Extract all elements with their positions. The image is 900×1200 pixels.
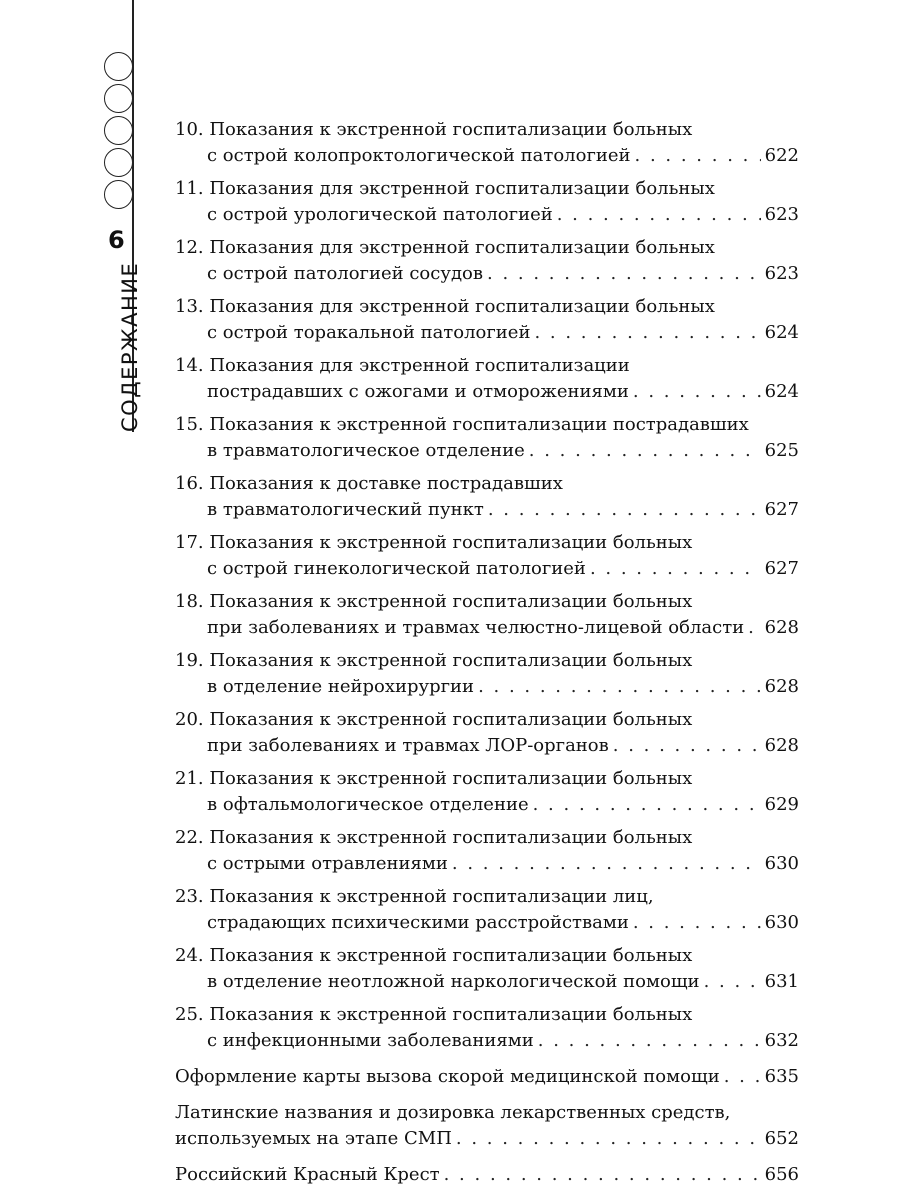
toc-page-number: 628: [764, 676, 799, 697]
toc-entry[interactable]: [175, 530, 799, 582]
toc-entry-line: [175, 1162, 799, 1188]
toc-entry[interactable]: [175, 1002, 799, 1054]
circle-icon: [104, 180, 133, 209]
toc-entry-title: 25. Показания к экстренной госпитализации больных: [175, 1004, 693, 1025]
toc-entry-text: в травматологический пункт: [207, 499, 484, 520]
toc-section-entry[interactable]: [175, 1064, 799, 1090]
toc-entry-line: [175, 379, 799, 405]
toc-entry-line: [175, 556, 799, 582]
toc-entry-line: [175, 497, 799, 523]
toc-page-number: 632: [764, 1030, 799, 1051]
toc-entry-line: [175, 320, 799, 346]
toc-entry-title: 18. Показания к экстренной госпитализации больных: [175, 591, 693, 612]
toc-section-entry[interactable]: [175, 1100, 799, 1152]
toc-entry-text: с острыми отравлениями: [207, 853, 448, 874]
toc-entry-line: [175, 202, 799, 228]
page-number: 6: [108, 226, 125, 254]
toc-entry-text: с острой гинекологической патологией: [207, 558, 586, 579]
toc-entry-line: [175, 792, 799, 818]
toc-entry-title: Латинские названия и дозировка лекарственных средств,: [175, 1102, 731, 1123]
circle-icon: [104, 148, 133, 177]
dot-leader: [748, 615, 760, 641]
dot-leader: [557, 202, 761, 228]
toc-entry-text: Оформление карты вызова скорой медицинской помощи: [175, 1066, 720, 1087]
toc-entry-title: 12. Показания для экстренной госпитализации больных: [175, 237, 715, 258]
toc-entry[interactable]: [175, 589, 799, 641]
toc-entry[interactable]: [175, 412, 799, 464]
toc-entry-title: 22. Показания к экстренной госпитализации больных: [175, 827, 693, 848]
toc-entry-line: [175, 910, 799, 936]
toc-entry-text: с острой патологией сосудов: [207, 263, 483, 284]
toc-entry[interactable]: [175, 471, 799, 523]
circle-icon: [104, 84, 133, 113]
toc-entry-text: с острой урологической патологией: [207, 204, 553, 225]
toc-entry-text: в отделение нейрохирургии: [207, 676, 475, 697]
toc-entry-line: [175, 1064, 799, 1090]
toc-page-number: 652: [764, 1128, 799, 1149]
toc-entry-line: [175, 674, 799, 700]
toc-page-number: 630: [764, 912, 799, 933]
toc-entry[interactable]: [175, 353, 799, 405]
toc-entry[interactable]: [175, 766, 799, 818]
toc-entry-line: [175, 615, 799, 641]
circle-icon: [104, 116, 133, 145]
dot-leader: [724, 1064, 761, 1090]
toc-entry-text: в отделение неотложной наркологической помощи: [207, 971, 700, 992]
toc-entry-title: 17. Показания к экстренной госпитализации больных: [175, 532, 693, 553]
toc-entry[interactable]: [175, 825, 799, 877]
page-sidebar: [0, 0, 160, 1200]
toc-page-number: 622: [764, 145, 799, 166]
dot-leader: [452, 851, 761, 877]
dot-leader: [635, 143, 761, 169]
toc-entry-text: с острой колопроктологической патологией: [207, 145, 631, 166]
toc-entry-title: 16. Показания к доставке пострадавших: [175, 473, 563, 494]
toc-entry[interactable]: [175, 235, 799, 287]
toc-page-number: 630: [764, 853, 799, 874]
toc-entry-title: 11. Показания для экстренной госпитализации больных: [175, 178, 715, 199]
toc-entry-text: Российский Красный Крест: [175, 1164, 440, 1185]
toc-entry[interactable]: [175, 648, 799, 700]
dot-leader: [704, 969, 761, 995]
toc-page-number: 623: [764, 204, 799, 225]
toc-entry-title: 19. Показания к экстренной госпитализации больных: [175, 650, 693, 671]
toc-entry-text: при заболеваниях и травмах челюстно-лицевой области: [207, 617, 745, 638]
toc-entry-title: 13. Показания для экстренной госпитализации больных: [175, 296, 715, 317]
toc-page-number: 631: [764, 971, 799, 992]
dot-leader: [529, 438, 761, 464]
toc-entry-line: [175, 733, 799, 759]
toc-entry-line: [175, 261, 799, 287]
toc-entry-text: с острой торакальной патологией: [207, 322, 531, 343]
toc-entry-text: страдающих психическими расстройствами: [207, 912, 629, 933]
toc-entry-text: при заболеваниях и травмах ЛОР-органов: [207, 735, 609, 756]
toc-entry-line: [175, 1126, 799, 1152]
dot-leader: [478, 674, 761, 700]
toc-entry-line: [175, 143, 799, 169]
toc-entry-title: 20. Показания к экстренной госпитализации больных: [175, 709, 693, 730]
dot-leader: [538, 1028, 761, 1054]
table-of-contents: [175, 117, 799, 1195]
toc-entry-title: 21. Показания к экстренной госпитализации больных: [175, 768, 693, 789]
toc-entry-text: пострадавших с ожогами и отморожениями: [207, 381, 629, 402]
dot-leader: [590, 556, 761, 582]
toc-entry-text: с инфекционными заболеваниями: [207, 1030, 534, 1051]
toc-entry-title: 14. Показания для экстренной госпитализации: [175, 355, 630, 376]
toc-page-number: 635: [764, 1066, 799, 1087]
toc-page-number: 627: [764, 499, 799, 520]
dot-leader: [633, 379, 761, 405]
toc-page-number: 627: [764, 558, 799, 579]
toc-page-number: 629: [764, 794, 799, 815]
toc-page-number: 625: [764, 440, 799, 461]
dot-leader: [444, 1162, 761, 1188]
dot-leader: [488, 497, 761, 523]
toc-entry-text: в травматологическое отделение: [207, 440, 525, 461]
toc-entry-title: 24. Показания к экстренной госпитализации больных: [175, 945, 693, 966]
toc-entry-title: 10. Показания к экстренной госпитализации больных: [175, 119, 693, 140]
dot-leader: [613, 733, 761, 759]
dot-leader: [456, 1126, 761, 1152]
toc-entry-line: [175, 1028, 799, 1054]
toc-entry[interactable]: [175, 707, 799, 759]
toc-entry-title: 23. Показания к экстренной госпитализации лиц,: [175, 886, 654, 907]
toc-entry[interactable]: [175, 884, 799, 936]
dot-leader: [533, 792, 761, 818]
toc-entry[interactable]: [175, 117, 799, 169]
dot-leader: [487, 261, 761, 287]
toc-entry[interactable]: [175, 294, 799, 346]
toc-page-number: 628: [764, 617, 799, 638]
toc-page-number: 623: [764, 263, 799, 284]
toc-entry-text: используемых на этапе СМП: [175, 1128, 452, 1149]
section-title: СОДЕРЖАНИЕ: [118, 261, 142, 432]
toc-section-entry[interactable]: [175, 1162, 799, 1188]
toc-entry-line: [175, 438, 799, 464]
toc-page-number: 624: [764, 381, 799, 402]
toc-entry-line: [175, 851, 799, 877]
toc-entry-text: в офтальмологическое отделение: [207, 794, 529, 815]
toc-page-number: 656: [764, 1164, 799, 1185]
dot-leader: [534, 320, 760, 346]
toc-entry-line: [175, 969, 799, 995]
circle-icon: [104, 52, 133, 81]
toc-entry[interactable]: [175, 943, 799, 995]
toc-page-number: 628: [764, 735, 799, 756]
toc-entry[interactable]: [175, 176, 799, 228]
toc-page-number: 624: [764, 322, 799, 343]
toc-entry-title: 15. Показания к экстренной госпитализации пострадавших: [175, 414, 749, 435]
dot-leader: [633, 910, 761, 936]
